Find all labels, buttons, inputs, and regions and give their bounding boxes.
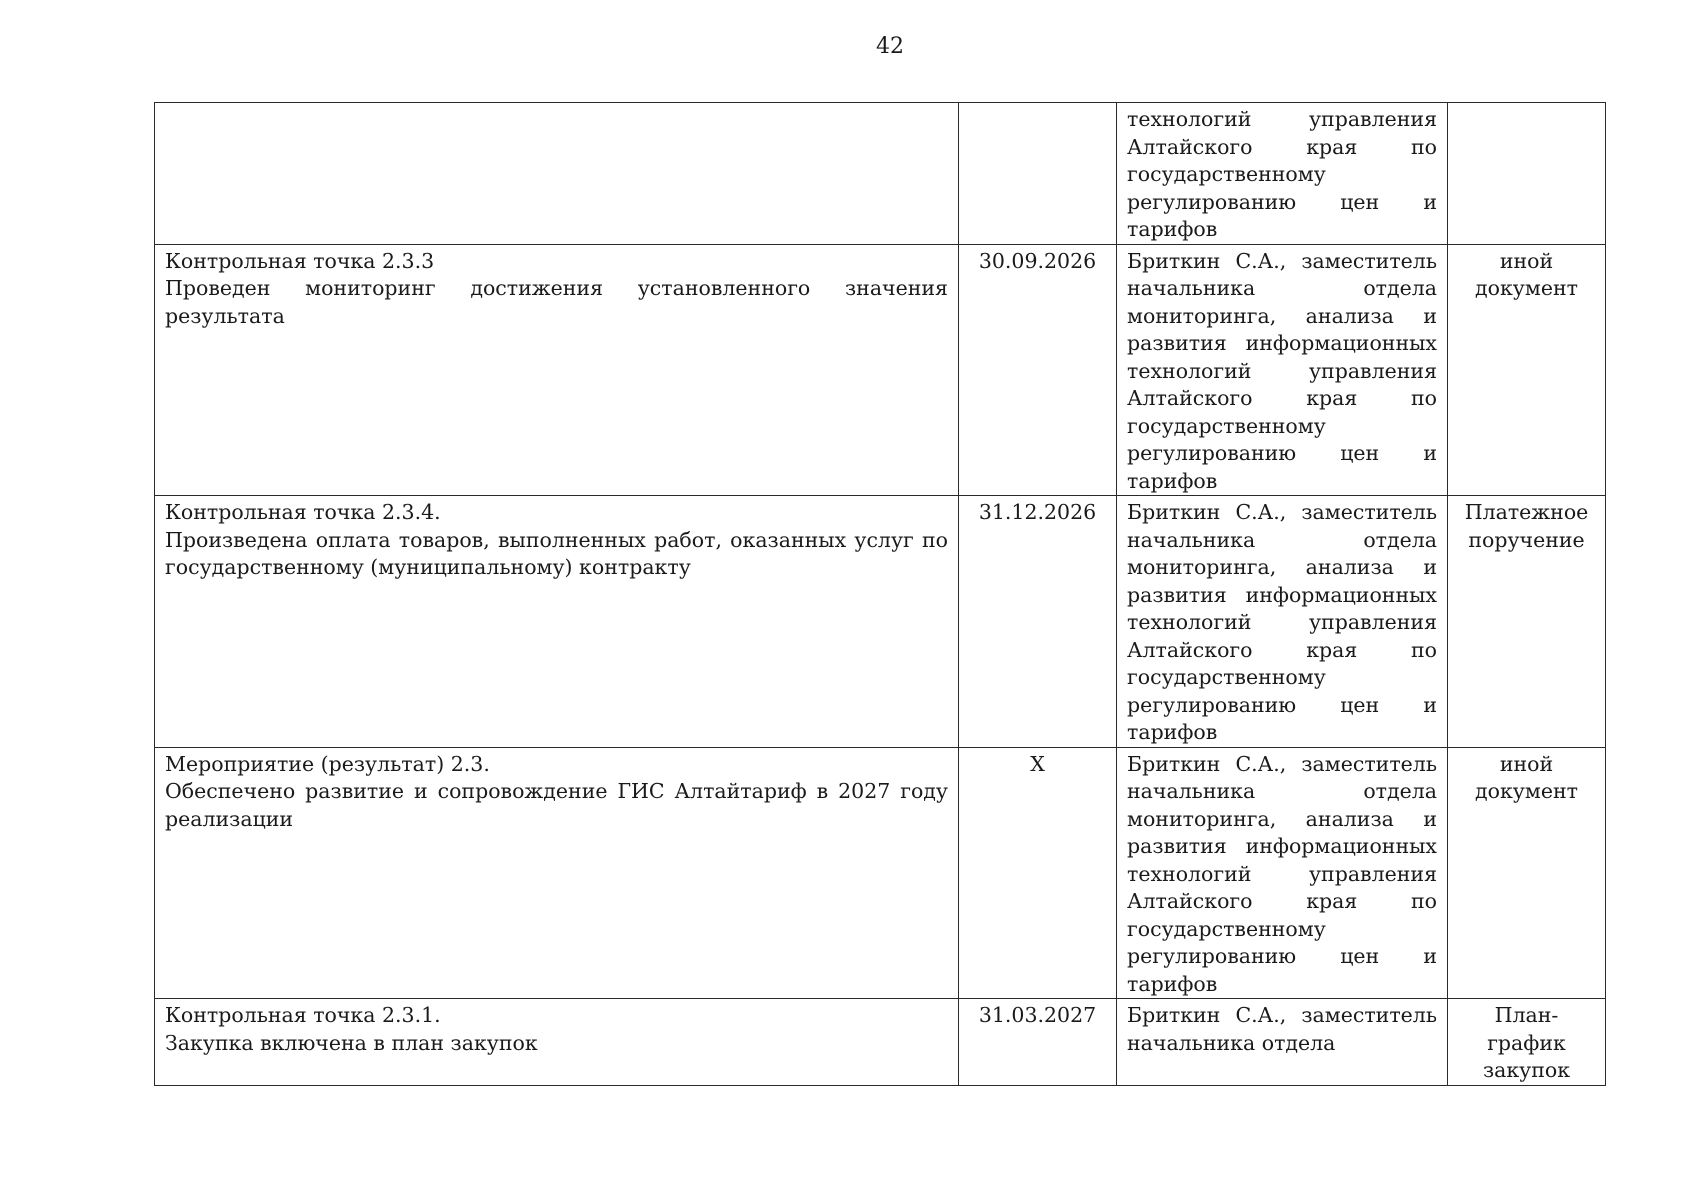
page-number: 42 [876,34,904,59]
responsible-cell [1117,999,1448,1086]
date-cell [959,103,1117,245]
table-row [155,496,1606,748]
responsible-text: Бриткин С.А., заместитель начальника отдела мониторинга, анализа и развития информационных технологий управления Алтайского края по государственному регулированию цен и тарифов [1127,751,1437,996]
table-row [155,244,1606,496]
responsible-cell [1117,103,1448,245]
responsible-text: Бриткин С.А., заместитель начальника отдела мониторинга, анализа и развития информационных технологий управления Алтайского края по государственному регулированию цен и тарифов [1127,500,1437,744]
row-title: Контрольная точка 2.3.3 [165,248,435,273]
date-cell: 31.12.2026 [959,496,1117,748]
responsible-text: Бриткин С.А., заместитель начальника отдела [1127,1003,1437,1055]
plan-table [154,102,1606,1086]
row-title: Мероприятие (результат) 2.3. [165,751,490,776]
row-description: Закупка включена в план закупок [165,1030,538,1055]
name-cell [155,999,959,1086]
row-description: Произведена оплата товаров, выполненных работ, оказанных услуг по государственному (муниципальному) контракту [165,527,948,579]
table-row [155,103,1606,245]
document-cell: Платежное поручение [1448,496,1606,748]
responsible-text: технологий управления Алтайского края по государственному регулированию цен и тарифов [1127,107,1437,241]
date-cell: 31.03.2027 [959,999,1117,1086]
table-row [155,999,1606,1086]
responsible-cell [1117,747,1448,999]
table-row [155,747,1606,999]
date-cell: X [959,747,1117,999]
row-title: Контрольная точка 2.3.1. [165,1003,441,1027]
responsible-clip [1127,1002,1437,1055]
row-description: Проведен мониторинг достижения установленного значения результата [165,276,948,328]
name-cell [155,747,959,999]
name-cell [155,244,959,496]
row-title: Контрольная точка 2.3.4. [165,500,441,524]
document-cell [1448,103,1606,245]
responsible-cell [1117,244,1448,496]
document-cell: иной документ [1448,747,1606,999]
name-cell [155,496,959,748]
name-cell [155,103,959,245]
row-description: Обеспечено развитие и сопровождение ГИС Алтайтариф в 2027 году реализации [165,779,948,831]
responsible-text: Бриткин С.А., заместитель начальника отдела мониторинга, анализа и развития информационных технологий управления Алтайского края по государственному регулированию цен и тарифов [1127,248,1437,493]
document-cell: План-график закупок [1448,999,1606,1086]
date-cell: 30.09.2026 [959,244,1117,496]
responsible-cell [1117,496,1448,748]
document-cell: иной документ [1448,244,1606,496]
